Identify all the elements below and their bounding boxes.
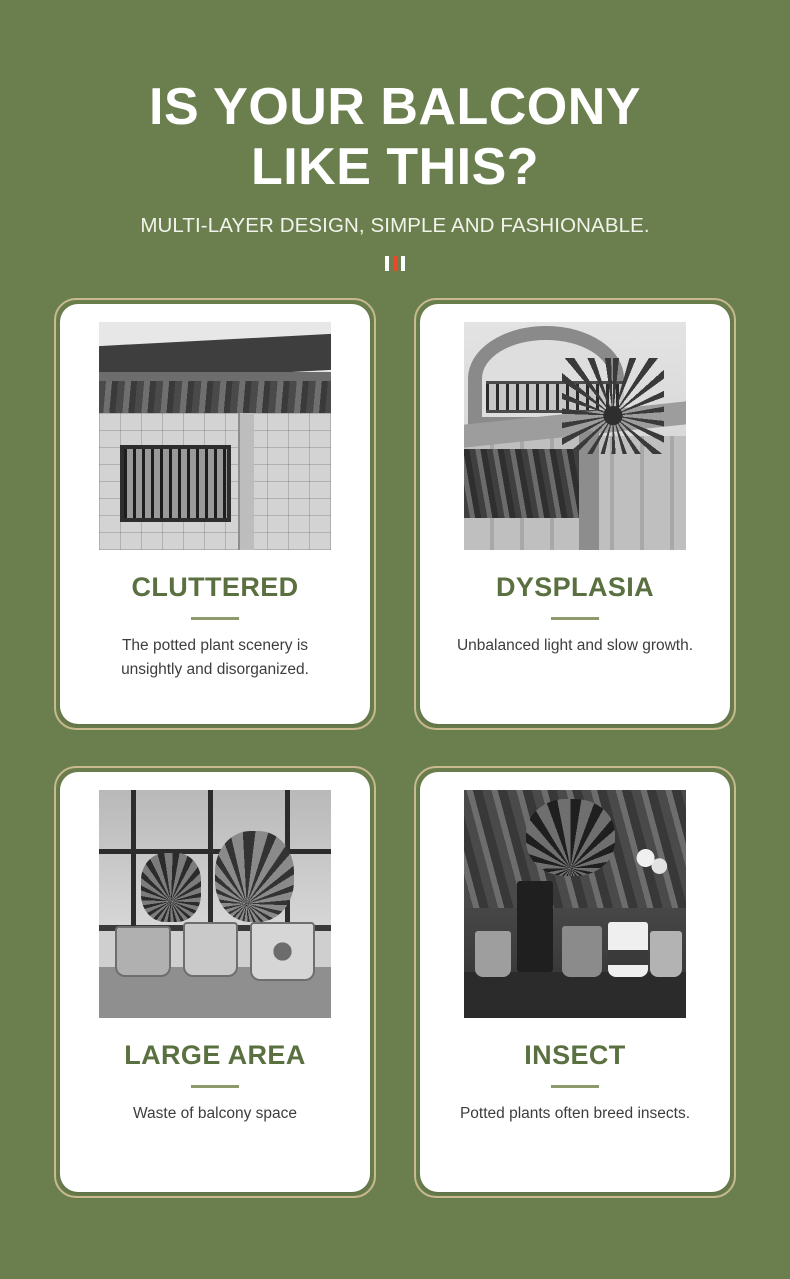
card-description: Unbalanced light and slow growth. xyxy=(456,636,694,654)
title-rule xyxy=(191,1085,239,1088)
title-rule xyxy=(551,1085,599,1088)
feature-card-grid xyxy=(60,304,730,1192)
page-title-line1: IS YOUR BALCONY xyxy=(149,78,641,136)
potted-plants-cluster-photo xyxy=(464,790,686,1018)
card-description: Waste of balcony space xyxy=(133,1104,297,1122)
page-subtitle: MULTI-LAYER DESIGN, SIMPLE AND FASHIONABLE. xyxy=(140,213,650,237)
page-title xyxy=(0,78,790,198)
divider-marks-icon xyxy=(375,256,415,272)
card-title: CLUTTERED xyxy=(131,571,299,602)
divider-mark-left xyxy=(385,256,389,271)
card-title: LARGE AREA xyxy=(124,1039,306,1070)
feature-card xyxy=(60,772,370,1192)
balcony-cluttered-photo xyxy=(99,322,331,550)
page-header xyxy=(0,0,790,272)
feature-card xyxy=(420,304,730,724)
feature-card xyxy=(420,772,730,1192)
window-sill-pots-photo xyxy=(99,790,331,1018)
card-title: DYSPLASIA xyxy=(495,571,655,602)
divider-mark-accent xyxy=(393,256,397,271)
title-rule xyxy=(191,617,239,620)
feature-card xyxy=(60,304,370,724)
card-title: INSECT xyxy=(524,1039,626,1070)
page-title-line2: LIKE THIS? xyxy=(250,137,540,196)
balcony-palm-photo xyxy=(464,322,686,550)
title-rule xyxy=(551,617,599,620)
card-description: Potted plants often breed insects. xyxy=(459,1104,691,1122)
card-description: The potted plant scenery is unsightly and disorganized. xyxy=(121,636,309,678)
divider-mark-right xyxy=(401,256,405,271)
